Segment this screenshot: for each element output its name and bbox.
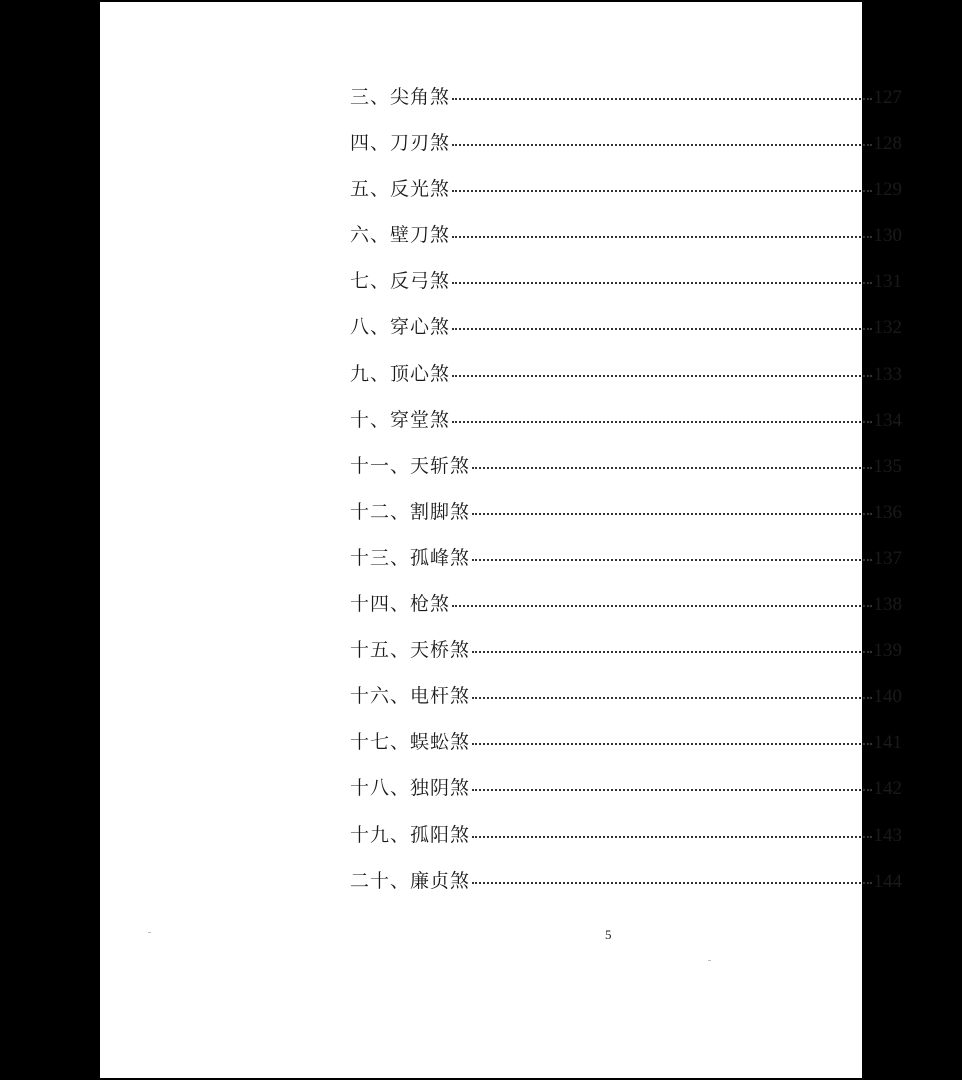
toc-entry-page: 134 bbox=[873, 409, 902, 431]
toc-entry[interactable] bbox=[350, 451, 902, 497]
dot-leader bbox=[472, 697, 871, 699]
toc-entry[interactable] bbox=[350, 82, 902, 128]
toc-entry-page: 137 bbox=[873, 547, 902, 569]
toc-entry[interactable] bbox=[350, 589, 902, 635]
toc-entry-title: 十、穿堂煞 bbox=[350, 408, 451, 431]
toc-entry-title: 八、穿心煞 bbox=[350, 316, 451, 339]
dot-leader bbox=[472, 789, 871, 791]
toc-entry[interactable] bbox=[350, 773, 902, 819]
toc-entry-title: 九、顶心煞 bbox=[350, 362, 451, 385]
dot-leader bbox=[452, 375, 871, 377]
dot-leader bbox=[472, 882, 871, 884]
scan-speck bbox=[708, 960, 711, 961]
dot-leader bbox=[472, 513, 871, 515]
toc-entry[interactable] bbox=[350, 174, 902, 220]
toc-entry[interactable] bbox=[350, 543, 902, 589]
toc-entry-title: 四、刀刃煞 bbox=[350, 132, 451, 155]
dot-leader bbox=[452, 98, 871, 100]
toc-entry-page: 143 bbox=[873, 824, 902, 846]
toc-entry-page: 129 bbox=[873, 179, 902, 201]
toc-entry-title: 十六、电杆煞 bbox=[350, 685, 471, 708]
toc-entry-title: 十七、蜈蚣煞 bbox=[350, 731, 471, 754]
toc-entry[interactable] bbox=[350, 312, 902, 358]
toc-entry[interactable] bbox=[350, 635, 902, 681]
toc-entry-page: 141 bbox=[873, 732, 902, 754]
toc-entry-title: 二十、廉贞煞 bbox=[350, 869, 471, 892]
dot-leader bbox=[452, 236, 871, 238]
dot-leader bbox=[452, 421, 871, 423]
toc-entry-page: 136 bbox=[873, 501, 902, 523]
toc-entry[interactable] bbox=[350, 266, 902, 312]
toc-entry-page: 138 bbox=[873, 594, 902, 616]
toc-entry-title: 七、反弓煞 bbox=[350, 270, 451, 293]
dot-leader bbox=[452, 605, 871, 607]
toc-entry-page: 128 bbox=[873, 133, 902, 155]
toc-entry[interactable] bbox=[350, 866, 902, 912]
toc-entry-page: 130 bbox=[873, 225, 902, 247]
dot-leader bbox=[472, 836, 871, 838]
dot-leader bbox=[472, 559, 871, 561]
toc-entry[interactable] bbox=[350, 128, 902, 174]
toc-entry-page: 140 bbox=[873, 686, 902, 708]
dot-leader bbox=[472, 467, 871, 469]
scan-speck bbox=[148, 932, 151, 933]
toc-entry-title: 三、尖角煞 bbox=[350, 86, 451, 108]
toc-entry-page: 135 bbox=[873, 455, 902, 477]
toc-entry-page: 133 bbox=[873, 363, 902, 385]
table-of-contents bbox=[350, 82, 902, 912]
dot-leader bbox=[452, 190, 871, 192]
toc-entry[interactable] bbox=[350, 681, 902, 727]
dot-leader bbox=[472, 651, 871, 653]
toc-entry-page: 131 bbox=[873, 271, 902, 293]
dot-leader bbox=[452, 282, 871, 284]
dot-leader bbox=[472, 743, 871, 745]
toc-entry[interactable] bbox=[350, 405, 902, 451]
toc-entry-title: 十二、割脚煞 bbox=[350, 500, 471, 523]
toc-entry-page: 127 bbox=[873, 87, 902, 108]
toc-entry-page: 132 bbox=[873, 317, 902, 339]
dot-leader bbox=[452, 328, 871, 330]
toc-entry-page: 139 bbox=[873, 640, 902, 662]
page-number: 5 bbox=[605, 927, 612, 942]
toc-entry-title: 十九、孤阳煞 bbox=[350, 823, 471, 846]
toc-entry-title: 十四、枪煞 bbox=[350, 593, 451, 616]
toc-entry-page: 142 bbox=[873, 778, 902, 800]
toc-entry-page: 144 bbox=[873, 870, 902, 892]
toc-entry[interactable] bbox=[350, 359, 902, 405]
toc-entry[interactable] bbox=[350, 820, 902, 866]
toc-entry-title: 十三、孤峰煞 bbox=[350, 546, 471, 569]
toc-entry-title: 五、反光煞 bbox=[350, 178, 451, 201]
toc-entry-title: 十五、天桥煞 bbox=[350, 639, 471, 662]
toc-entry-title: 十一、天斩煞 bbox=[350, 454, 471, 477]
document-page bbox=[100, 2, 902, 1078]
dot-leader bbox=[452, 144, 871, 146]
toc-entry-title: 十八、独阴煞 bbox=[350, 777, 471, 800]
toc-entry[interactable] bbox=[350, 220, 902, 266]
toc-entry[interactable] bbox=[350, 497, 902, 543]
toc-entry-title: 六、壁刀煞 bbox=[350, 224, 451, 247]
toc-entry[interactable] bbox=[350, 727, 902, 773]
